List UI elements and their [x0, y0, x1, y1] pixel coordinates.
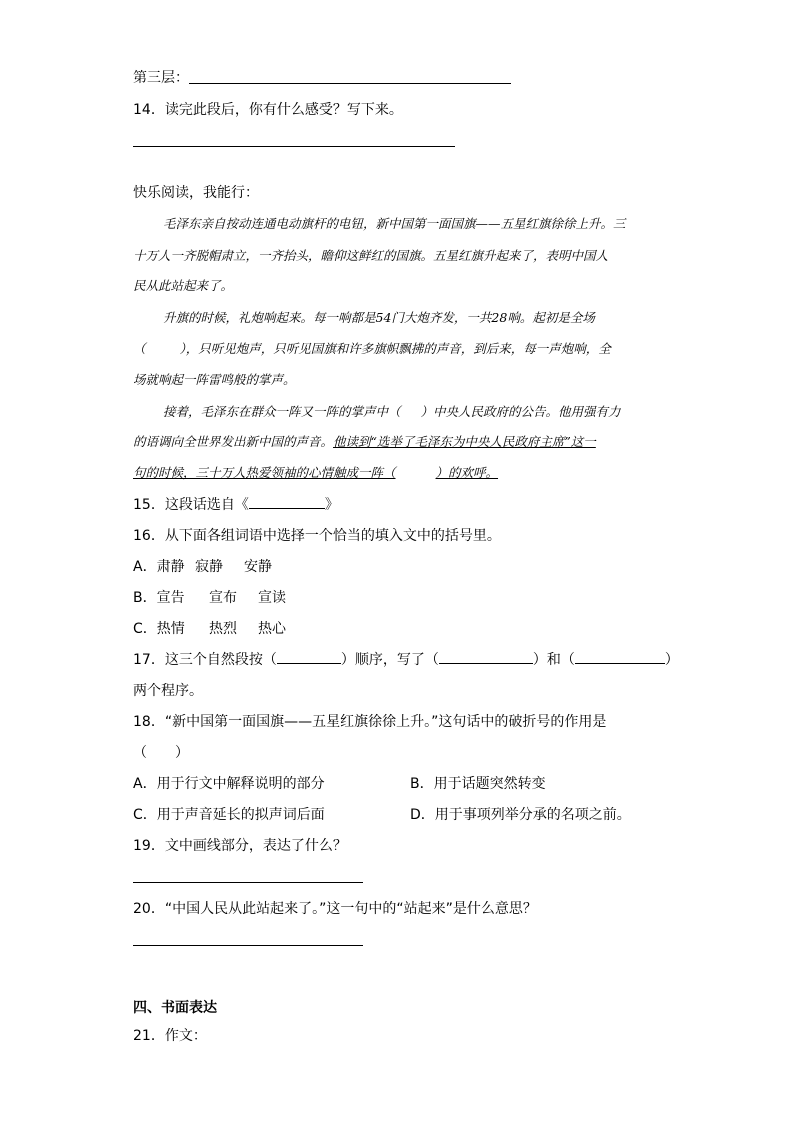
passage-p3-line1	[163, 402, 621, 420]
q19-answer-line[interactable]	[133, 882, 363, 883]
q18-question: 18．“新中国第一面国旗——五星红旗徐徐上升。”这句话中的破折号的作用是	[133, 714, 607, 730]
q15-text-a: 15．这段话选自《	[133, 497, 249, 513]
q16-row-b-word-2: 宣布	[209, 590, 237, 606]
q15-blank[interactable]	[249, 507, 325, 509]
q18-answer-paren[interactable]: （ ）	[133, 745, 189, 761]
passage-p3-line3	[133, 463, 498, 481]
q19-question: 19．文中画线部分，表达了什么？	[133, 838, 347, 854]
q17-text-c: ）和（	[532, 652, 575, 668]
q21-question: 21．作文：	[133, 1028, 207, 1044]
passage-p1-line3: 民从此站起来了。	[133, 278, 234, 293]
q16-row-b	[133, 587, 286, 607]
q14-answer-line[interactable]	[133, 146, 455, 147]
q18-option-b[interactable]: B．用于话题突然转变	[410, 776, 546, 792]
q17-text-d: ）	[664, 652, 679, 668]
reading-heading: 快乐阅读，我能行：	[133, 185, 259, 201]
passage-underlined-part-2a: 句的时候，三十万人热爱领袖的心情触成一阵（	[133, 465, 396, 480]
q16-row-b-word-3: 宣读	[258, 590, 286, 606]
passage-p2-line2	[133, 339, 611, 357]
q16-row-a-word-2: 寂静	[195, 559, 223, 575]
q18-option-a[interactable]: A．用于行文中解释说明的部分	[133, 776, 325, 792]
q14-question: 14．读完此段后，你有什么感受？写下来。	[133, 102, 403, 118]
q16-row-b-word-1: B．宣告	[133, 590, 185, 606]
q17-blank-1[interactable]	[277, 662, 341, 664]
q16-row-a-word-3: 安静	[244, 559, 272, 575]
q16-row-a	[133, 556, 272, 576]
q17-text-b: ）顺序，写了（	[340, 652, 439, 668]
passage-p1-line2: 十万人一齐脱帽肃立，一齐抬头，瞻仰这鲜红的国旗。五星红旗升起来了，表明中国人	[133, 248, 609, 263]
q15-question	[133, 494, 339, 514]
q17-question	[133, 649, 679, 669]
passage-underlined-part-1: 他读到“选举了毛泽东为中央人民政府主席”这一	[333, 434, 596, 449]
q16-row-c-word-1: C．热情	[133, 621, 185, 637]
passage-underlined-part-2b: ）的欢呼。	[435, 465, 499, 480]
q17-line2: 两个程序。	[133, 683, 203, 699]
passage-p2-line1: 升旗的时候，礼炮响起来。每一响都是54门大炮齐发，一共28响。起初是全场	[163, 310, 595, 325]
q16-row-c	[133, 618, 286, 638]
q13-answer-line[interactable]	[189, 83, 511, 84]
q17-blank-2[interactable]	[439, 662, 533, 664]
passage-p2-line2-text: ），只听见炮声，只听见国旗和许多旗帜飘拂的声音，到后来，每一声炮响，全	[179, 341, 611, 356]
passage-p3-line1-text-a: 接着，毛泽东在群众一阵又一阵的掌声中（	[163, 404, 401, 419]
q15-text-b: 》	[324, 497, 339, 513]
q18-option-c[interactable]: C．用于声音延长的拟声词后面	[133, 807, 325, 823]
passage-p3-line2	[133, 432, 596, 450]
q20-answer-line[interactable]	[133, 945, 363, 946]
q16-row-c-word-2: 热烈	[209, 621, 237, 637]
q13-label: 第三层：	[133, 70, 189, 86]
passage-p3-line2-text: 的语调向全世界发出新中国的声音。	[133, 434, 334, 449]
q17-blank-3[interactable]	[575, 662, 665, 664]
q18-option-d[interactable]: D．用于事项列举分承的名项之前。	[410, 807, 631, 823]
passage-p3-line1-text-b: ）中央人民政府的公告。他用强有力	[420, 404, 621, 419]
section4-heading: 四、书面表达	[133, 1000, 217, 1016]
q16-row-c-word-3: 热心	[258, 621, 286, 637]
passage-p2-paren-open: （	[133, 341, 146, 356]
q20-question: 20．“中国人民从此站起来了。”这一句中的“站起来”是什么意思？	[133, 901, 537, 917]
q16-row-a-word-1: A．肃静	[133, 559, 185, 575]
q16-question: 16．从下面各组词语中选择一个恰当的填入文中的括号里。	[133, 528, 501, 544]
q17-text-a: 17．这三个自然段按（	[133, 652, 277, 668]
passage-p2-line3: 场就响起一阵雷鸣般的掌声。	[133, 372, 296, 387]
passage-p1-line1: 毛泽东亲自按动连通电动旗杆的电钮，新中国第一面国旗——五星红旗徐徐上升。三	[163, 216, 626, 231]
